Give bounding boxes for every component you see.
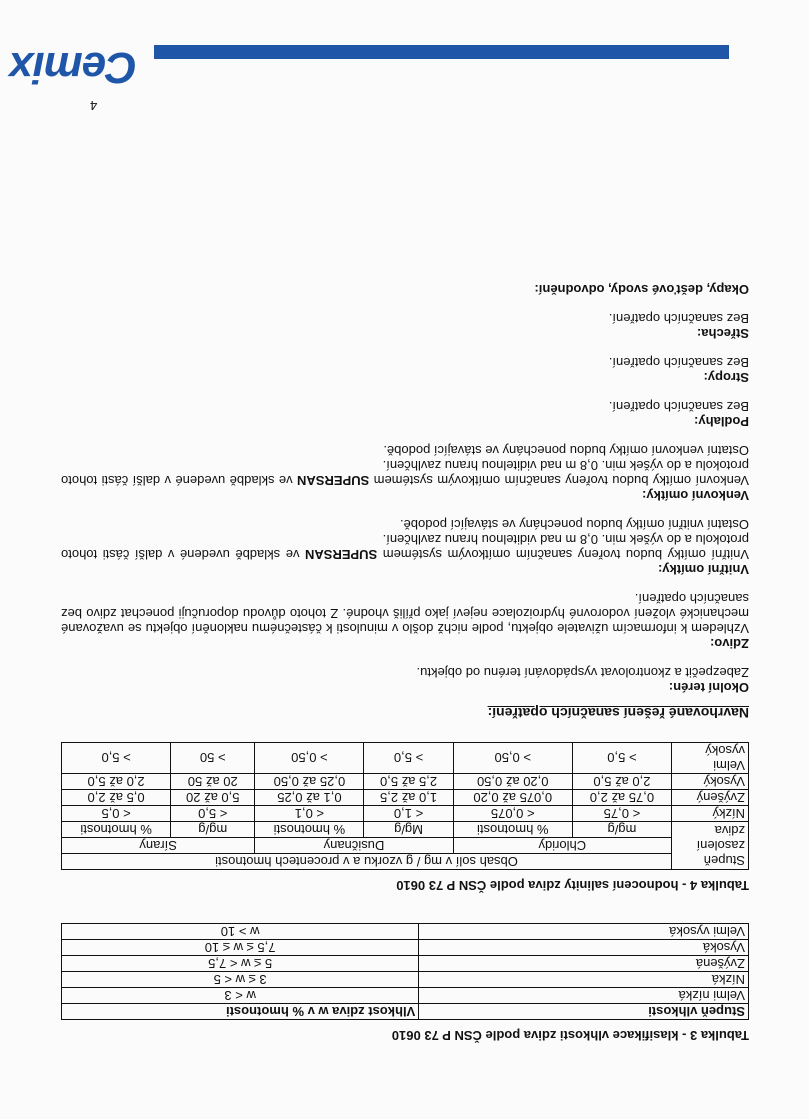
table-row [62, 806, 749, 822]
moisture-table [61, 923, 749, 1020]
table3-header: Stupeň vlhkosti [419, 1004, 749, 1020]
okolni-heading: Okolní terén: [668, 680, 749, 695]
cemix-logo: Cemix [9, 43, 137, 92]
text: Venkovní omítky budou tvořeny sanačním omítkovým systémem [369, 473, 749, 488]
cell: < 0,75 [572, 806, 671, 822]
cell: 0,075 až 0,20 [453, 790, 572, 806]
table-row [62, 988, 749, 1004]
table3-header: Vlhkost zdiva w v % hmotnosti [62, 1004, 419, 1020]
cell: < 1,0 [364, 806, 453, 822]
logo-bar [154, 45, 729, 59]
table-row [62, 743, 749, 774]
cell: 0,20 až 0,50 [453, 774, 572, 790]
page-number: 4 [90, 98, 98, 113]
cell: > 0,50 [453, 743, 572, 774]
table-row [62, 940, 749, 956]
text: ve skladbě uvedené v další části tohoto protokolu a do výšek min. 0,8 m nad viditelnou hranu zavlhčení. [61, 458, 749, 488]
cell: Zvýšená [419, 956, 749, 972]
cell: 2,0 až 5,0 [62, 774, 171, 790]
content [61, 282, 749, 1043]
cell: > 5,0 [62, 743, 171, 774]
section-title: Navrhované řešení sanačních opatření: [487, 705, 749, 721]
unit-header: % hmotnosti [453, 822, 572, 838]
cell: 0,75 až 2,0 [572, 790, 671, 806]
brand-name: SUPERSAN [304, 547, 378, 562]
table3-caption: Tabulka 3 - klasifikace vlhkosti zdiva podle ČSN P 73 0610 [391, 1028, 749, 1043]
okolni-text: Zabezpečit a zkontrolovat vyspádování terénu od objektu. [416, 665, 749, 680]
cell: Velmi nízká [419, 988, 749, 1004]
unit-header: % hmotnosti [255, 822, 364, 838]
table-row [62, 790, 749, 806]
cell: 2,0 až 5,0 [572, 774, 671, 790]
stropy-text: Bez sanačních opatření. [608, 355, 749, 370]
group-header: Sírany [62, 838, 255, 854]
cell: < 0,075 [453, 806, 572, 822]
cell: > 5,0 [572, 743, 671, 774]
cell: Velmi vysoká [419, 924, 749, 940]
cell: Vysoká [419, 940, 749, 956]
podlahy-heading: Podlahy: [694, 414, 749, 429]
table4-col0-header: Stupeň zasolení zdiva [672, 822, 749, 870]
table-row [62, 956, 749, 972]
unit-header: Mg/g [364, 822, 453, 838]
podlahy-text: Bez sanačních opatření. [608, 399, 749, 414]
cell: > 0,50 [255, 743, 364, 774]
venkovni-text2: Ostatní venkovní omítky budou ponechány ve stávající podobě. [383, 443, 749, 458]
strecha-text: Bez sanačních opatření. [608, 311, 749, 326]
table-row [62, 972, 749, 988]
zdivo-heading: Zdivo: [710, 636, 749, 651]
unit-header: mg/g [572, 822, 671, 838]
table-row [62, 774, 749, 790]
cell: Nízký [672, 806, 749, 822]
cell: > 50 [171, 743, 255, 774]
cell: 3 ≤ w < 5 [62, 972, 419, 988]
cell: 5,0 až 20 [171, 790, 255, 806]
unit-header: % hmotnosti [62, 822, 171, 838]
cell: > 5,0 [364, 743, 453, 774]
cell: < 0,5 [62, 806, 171, 822]
strecha-heading: Střecha: [696, 326, 749, 341]
cell: 0,25 až 0,50 [255, 774, 364, 790]
cell: w < 3 [62, 988, 419, 1004]
zdivo-text: Vzhledem k informacím uživatele objektu, podle nichž došlo v minulosti k částečnému naklonění objektu se uvažované mechanické vložení vodorovné hydroizolace nejeví jako příliš vhodné. Z tohoto důvodu doporučuji ponechat zdivo bez sanačních opatření. [61, 591, 749, 636]
venkovni-heading: Venkovní omítky: [642, 488, 749, 503]
vnitrni-text2: Ostatní vnitřní omítky budou ponechány ve stávající podobě. [399, 517, 749, 532]
text: ve skladbě uvedené v další části tohoto protokolu a do výšek min. 0,8 m nad viditelnou hranu zavlhčení. [61, 532, 749, 562]
cell: 7,5 ≤ w ≤ 10 [62, 940, 419, 956]
cell: 2,5 až 5,0 [364, 774, 453, 790]
cell: 0,1 až 0,25 [255, 790, 364, 806]
cell: Zvýšený [672, 790, 749, 806]
cell: 20 až 50 [171, 774, 255, 790]
cell: w > 10 [62, 924, 419, 940]
brand-name: SUPERSAN [297, 473, 370, 488]
stropy-heading: Stropy: [703, 370, 749, 385]
cell: Nízká [419, 972, 749, 988]
group-header: Chloridy [453, 838, 671, 854]
cell: Vysoký [672, 774, 749, 790]
vnitrni-heading: Vnitřní omítky: [657, 562, 749, 577]
cell: 5 ≤ w < 7,5 [62, 956, 419, 972]
vnitrni-text [61, 532, 749, 562]
table4-span-header: Obsah solí v mg / g vzorku a v procentech hmotnosti [62, 854, 672, 870]
cell: 1,0 až 2,5 [364, 790, 453, 806]
cell: < 0,1 [255, 806, 364, 822]
venkovni-text [61, 458, 749, 488]
cell: < 5,0 [171, 806, 255, 822]
salinity-table [61, 742, 749, 870]
table-row [62, 924, 749, 940]
cell: 0,5 až 2,0 [62, 790, 171, 806]
text: Vnitřní omítky budou tvořeny sanačním omítkovým systémem [377, 547, 749, 562]
okapy-heading: Okapy, dešťové svody, odvodnění: [534, 282, 749, 297]
group-header: Dusičnany [255, 838, 453, 854]
unit-header: mg/g [171, 822, 255, 838]
cell: Velmi vysoký [672, 743, 749, 774]
table4-caption: Tabulka 4 - hodnocení salinity zdiva podle ČSN P 73 0610 [396, 878, 749, 893]
